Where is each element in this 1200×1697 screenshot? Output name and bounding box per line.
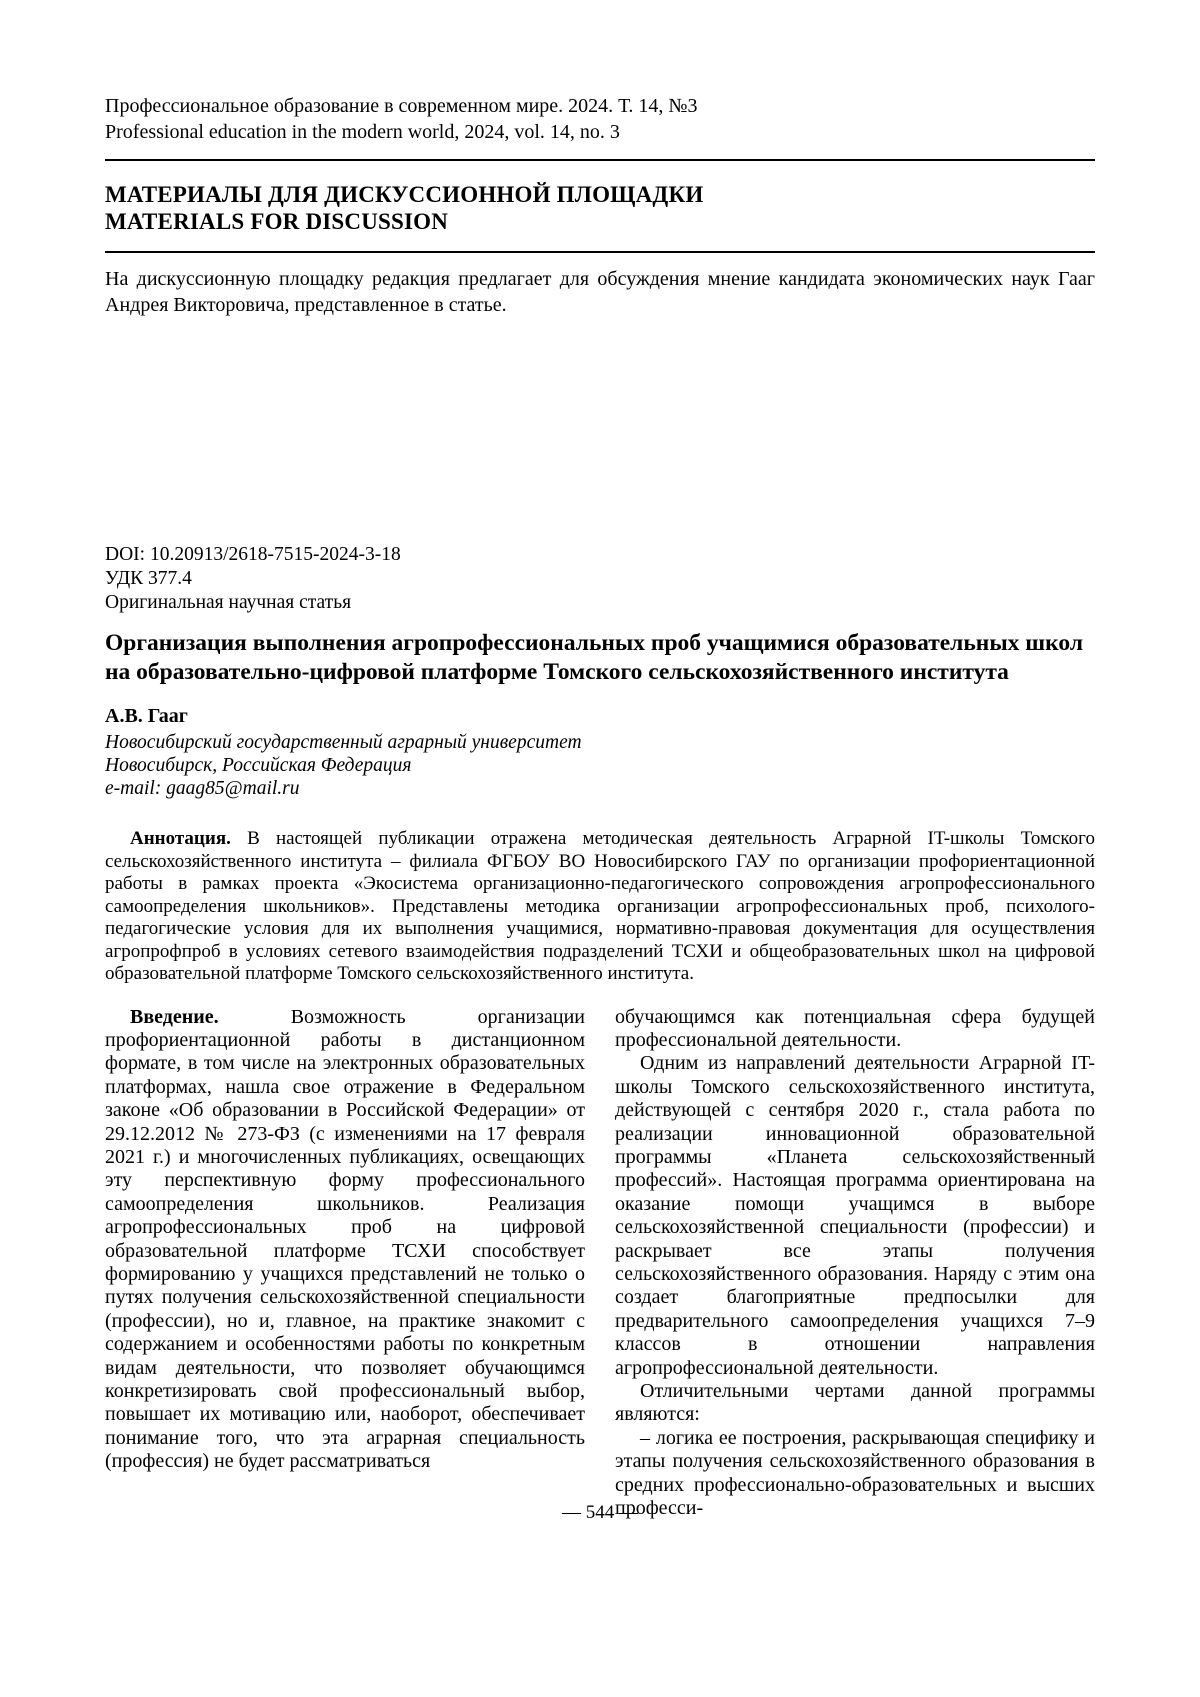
paragraph-text: обучающимся как потенциальная сфера будущей профессиональной деятельности. bbox=[615, 1005, 1095, 1051]
section-title-en: MATERIALS FOR DISCUSSION bbox=[105, 209, 449, 234]
body-columns bbox=[105, 1006, 1095, 1521]
author-email: e-mail: gaag85@mail.ru bbox=[105, 778, 300, 799]
author-block bbox=[105, 705, 1095, 800]
right-column bbox=[615, 1006, 1095, 1521]
page-footer bbox=[0, 1502, 1200, 1524]
header-divider bbox=[105, 159, 1095, 161]
doi-line: DOI: 10.20913/2618-7515-2024-3-18 bbox=[105, 544, 401, 565]
author-affiliation: Новосибирский государственный аграрный университет bbox=[105, 732, 582, 753]
article-meta bbox=[105, 543, 1095, 615]
editorial-note: На дискуссионную площадку редакция предлагает для обсуждения мнение кандидата экономических наук Гааг Андрея Викторовича, представленное в статье. bbox=[105, 268, 1095, 316]
abstract-text: В настоящей публикации отражена методическая деятельность Аграрной IT-школы Томского сельскохозяйственного института – филиала ФГБОУ ВО Новосибирского ГАУ по организации профориентационной работы в рамках проекта «Экосистема организационно-педагогического сопровождения агропрофессионального самоопределения школьников». Представлены методика организации агропрофессиональных проб, психолого-педагогические условия для их выполнения учащимися, нормативно-правовая документация для осуществления агропрофпроб в условиях сетевого взаимодействия подразделений ТСХИ и общеобразовательных школ на цифровой образовательной платформе Томского сельскохозяйственного института. bbox=[105, 828, 1096, 984]
abstract bbox=[105, 828, 1095, 986]
journal-header-en: Professional education in the modern world, 2024, vol. 14, no. 3 bbox=[105, 121, 620, 143]
section-title bbox=[105, 181, 1095, 235]
paragraph-text: Одним из направлений деятельности Аграрной IT-школы Томского сельскохозяйственного института, действующей с сентября 2020 г., стала работа по реализации инновационной образовательной программы «Планета сельскохозяйственный профессий». Настоящая программа ориентирована на оказание помощи учащимся в выборе сельскохозяйственной специальности (профессии) и раскрывает все этапы получения сельскохозяйственного образования. Наряду с этим она создает благоприятные предпосылки для предварительного самоопределения учащихся 7–9 классов в отношении направления агропрофессиональной деятельности. bbox=[615, 1052, 1095, 1379]
paragraph bbox=[615, 1380, 1095, 1427]
paragraph-text: Отличительными чертами данной программы являются: bbox=[615, 1380, 1095, 1426]
journal-header-ru: Профессиональное образование в современном мире. 2024. Т. 14, №3 bbox=[105, 95, 698, 117]
author-name: А.В. Гааг bbox=[105, 705, 188, 727]
left-column bbox=[105, 1006, 585, 1521]
author-location: Новосибирск, Российская Федерация bbox=[105, 755, 412, 776]
journal-header bbox=[105, 93, 1095, 145]
paragraph-continuation bbox=[615, 1006, 1095, 1053]
article-type-line: Оригинальная научная статья bbox=[105, 592, 352, 613]
paragraph-text: – логика ее построения, раскрывающая специфику и этапы получения сельскохозяйственного образования в средних профессионально-образовательных и высших професси- bbox=[615, 1426, 1095, 1520]
paragraph bbox=[615, 1052, 1095, 1380]
page-number: — 544 — bbox=[562, 1502, 638, 1523]
article-title: Организация выполнения агропрофессиональных проб учащимися образовательных школ на образовательно-цифровой платформе Томского сельскохозяйственного института bbox=[105, 630, 1084, 685]
section-divider bbox=[105, 251, 1095, 253]
udc-line: УДК 377.4 bbox=[105, 568, 192, 589]
paragraph-text: Возможность организации профориентационной работы в дистанционном формате, в том числе на электронных образовательных платформах, нашла свое отражение в Федеральном законе «Об образовании в Российской Федерации» от 29.12.2012 № 273-ФЗ (с изменениями на 17 февраля 2021 г.) и многочисленных публикациях, освещающих эту перспективную форму профессионального самоопределения школьников. Реализация агропрофессиональных проб на цифровой образовательной платформе ТСХИ способствует формированию у учащихся представлений не только о путях получения сельскохозяйственной специальности (профессии), но и, главное, на практике знакомит с содержанием и особенностями работы по конкретным видам деятельности, что позволяет обучающимся конкретизировать свой профессиональный выбор, повышает их мотивацию или, наоборот, обеспечивает понимание того, что эта аграрная специальность (профессия) не будет рассматриваться bbox=[105, 1005, 586, 1473]
paragraph-lead: Введение. bbox=[130, 1005, 219, 1028]
paragraph-introduction bbox=[105, 1006, 585, 1474]
section-title-ru: МАТЕРИАЛЫ ДЛЯ ДИСКУССИОННОЙ ПЛОЩАДКИ bbox=[105, 182, 704, 207]
abstract-label: Аннотация. bbox=[130, 828, 231, 849]
